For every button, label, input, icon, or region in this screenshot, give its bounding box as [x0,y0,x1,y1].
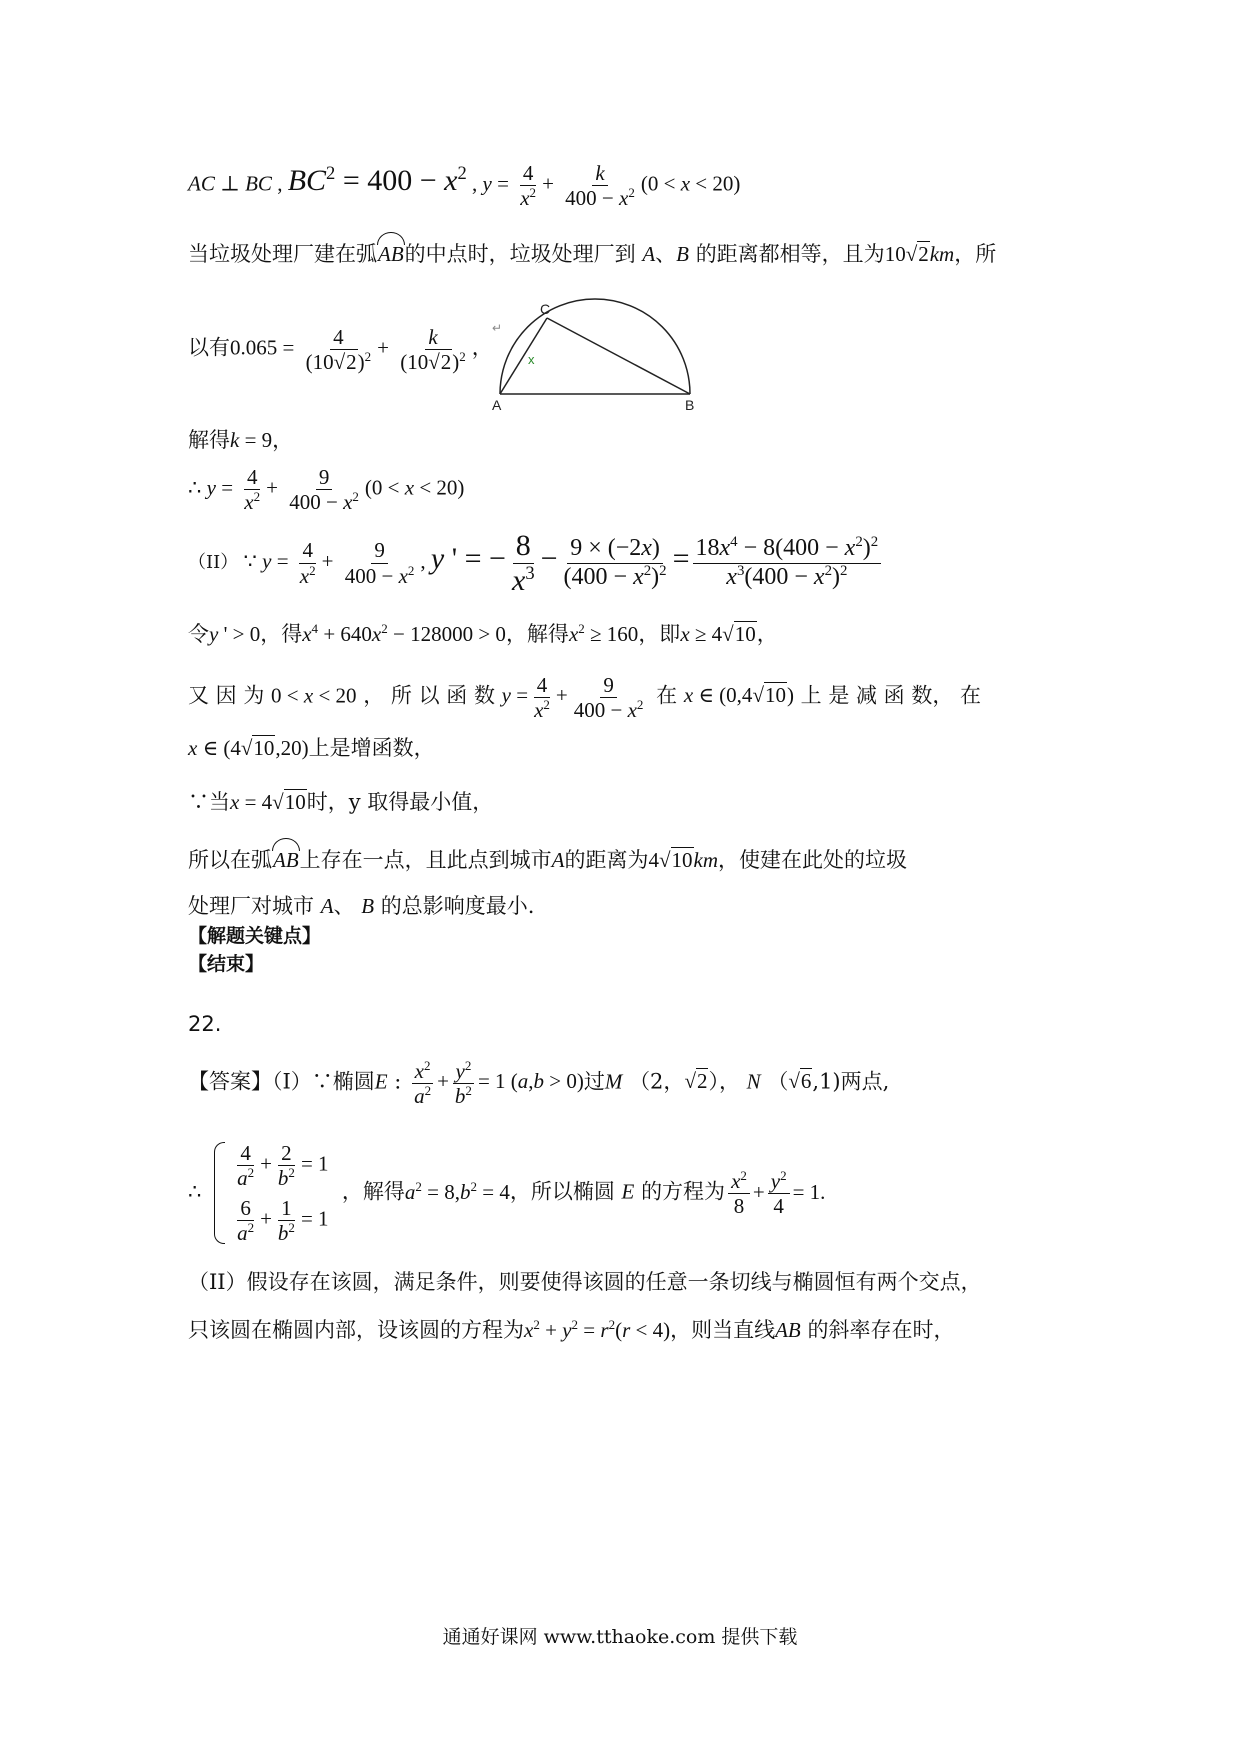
label-a: A [492,397,502,413]
text-line-increasing: x ∈ (4√10,20)上是增函数， [188,736,435,760]
key-points-tag: 【解题关键点】 [188,925,322,947]
text-line-conclusion-2: 处理厂对城市 A、 B 的总影响度最小. [188,894,535,918]
label-b: B [685,397,695,413]
text-solve-k: 解得k = 9， [188,428,294,452]
text-line-part2: （II）假设存在该圆，满足条件，则要使得该圆的任意一条切线与椭圆恒有两个交点， [188,1270,982,1294]
equation-system-line: ∴ $\frac{4}{a^2}$ + $\frac{2}{b^2}$ = 1 $\frac{6}{a^2}$ + $\frac{1}{b^2}$ = 1 ，解得$a^2 = 8,b^2 = 4$，所以椭圆 E 的方程为 $\frac{x^2}{8}$ + $\frac{y^2}{4}$ = 1. [188,1141,826,1246]
answer-line-ellipse: 【答案】（I）∵椭圆E : $\frac{x^2}{a^2}$ + $\frac{y^2}{b^2}$ = 1 (a,b > 0)过M （2，√2）， N （√6,1)两点, [188,1058,890,1109]
chord-ac [500,318,547,394]
semicircle-diagram [490,298,710,416]
chord-cb [547,318,690,394]
question-number: 22. [188,1012,222,1036]
text-line-conclusion: 所以在弧AB上存在一点，且此点到城市A的距离为4√10km，使建在此处的垃圾 [188,848,908,872]
equation-system: $\frac{4}{a^2}$ + $\frac{2}{b^2}$ = 1 $\frac{6}{a^2}$ + $\frac{1}{b^2}$ = 1 [214,1142,328,1244]
text-line-circle: 只该圆在椭圆内部，设该圆的方程为$x^2 + y^2 = r^2(r < 4)$，则当直线AB 的斜率存在时， [188,1317,955,1342]
formula-y: ∴ y = $\frac{4}{x^2}$ + $\frac{9}{400 - x^2}$ (0 < x < 20) [188,465,465,515]
label-x: x [528,352,535,367]
end-tag: 【结束】 [188,953,265,975]
text-line-inequality: 令y ' > 0，得$x^4 + 640x^2 - 128000 > 0$，解得$x^2 \ge 160$，即x ≥ 4√10， [188,621,778,646]
formula-derivative: （II） ∵ y = $\frac{4}{x^2}$ + $\frac{9}{400 - x^2}$ , y ' = − $\frac{8}{x^3}$ − $\frac{9 \times (-2x)}{(400 - x^2)^2}$ = $\frac{18x^4 - 8(400 - x^2)^2}{x^3(400 - x^2)^2}$ [188,530,1060,596]
formula-line-k: 以有0.065 = $\frac{4}{(10√2)^2}$ + $\frac{k}{(10√2)^2}$ ， [188,325,493,375]
text-line-monotonic: 又 因 为 0 < x < 20 ， 所 以 函 数 y = $\frac{4}{x^2}$ + $\frac{9}{400 - x^2}$ 在 x ∈ (0,4√10) 上 是 减 函 数， 在 [188,673,982,723]
page-footer: 通通好课网 www.tthaoke.com 提供下载 [442,1626,798,1648]
return-mark: ↵ [492,321,503,335]
formula-line-1: AC ⊥ BC , $BC^2 = 400 - x^2$ , y = $\frac{4}{x^2}$ + $\frac{k}{400 - x^2}$ (0 < x < 20) [188,161,741,211]
label-c: C [540,301,551,317]
text-line-midpoint: 当垃圾处理厂建在弧AB的中点时，垃圾处理厂到 A、B 的距离都相等，且为10√2km，所 [188,242,997,266]
text-line-minimum: ∵当x = 4√10时，y 取得最小值， [188,790,494,814]
